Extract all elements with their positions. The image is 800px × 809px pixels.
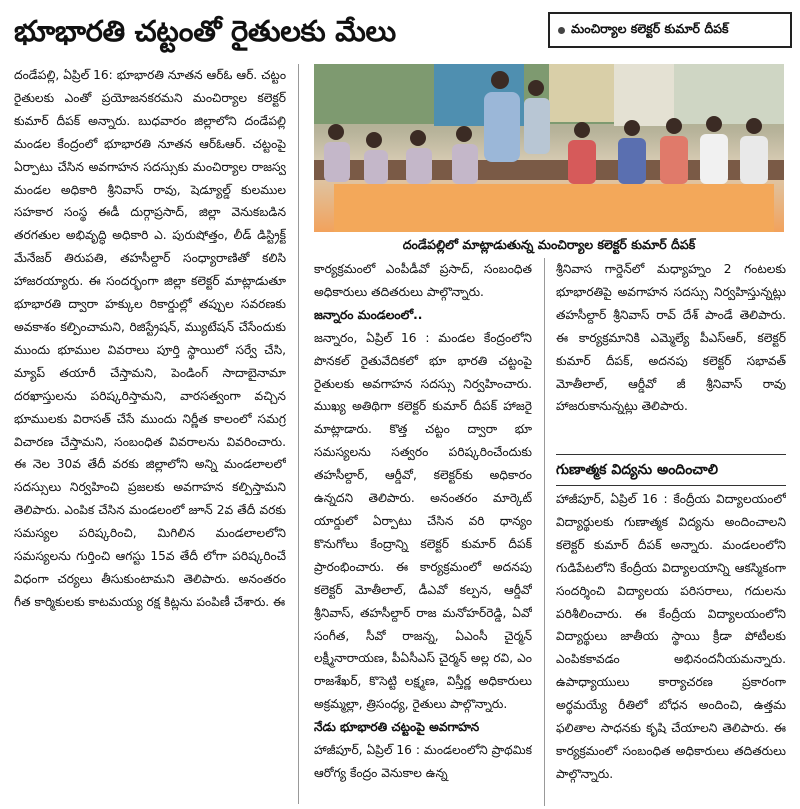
subhead-quality-education: గుణాత్మక విద్యను అందించాలి [556, 454, 786, 486]
headline: భూభారతి చట్టంతో రైతులకు మేలు [14, 14, 396, 48]
subhead-jannaram: జన్నారం మండలంలో.. [314, 307, 423, 322]
article-main-column [14, 64, 286, 804]
news-photo-illustration [314, 64, 784, 232]
byline: మంచిర్యాల కలెక్టర్ కుమార్ దీపక్ [571, 20, 729, 36]
article-right-body2: హాజీపూర్, ఏప్రిల్ 16 : కేంద్రీయ విద్యాలయంలో విద్యార్థులకు గుణాత్మక విద్యను అందించాలని కలెక్టర్ కుమార్ దీపక్ అన్నారు. మండలంలోని గుడిపేటలోని కేంద్రీయ విద్యాలయాన్ని ఆకస్మికంగా సందర్శించి విద్యాలయ పరిసరాలు, గదులను పరిశీలించారు. ఈ కేంద్రీయ విద్యాలయంలోని విద్యార్థులు జాతీయ స్థాయి క్రీడా పోటీలకు ఎంపికకావడం అభినందనీయమన్నారు. ఉపాధ్యాయులు కార్యాచరణ ప్రకారంగా అర్థమయ్యే రీతిలో బోధన అందించి, ఉత్తమ ఫలితాల సాధనకు కృషి చేయాలని తెలిపారు. ఈ కార్యక్రమంలో సంబంధిత అధికారులు తదితరులు పాల్గొన్నారు. [556, 492, 786, 781]
article-right-top [556, 258, 786, 448]
article-middle-column [314, 258, 532, 806]
news-photo [314, 64, 784, 232]
article-right-body1: శ్రీనివాస గార్డెన్‌లో మధ్యాహ్నం 2 గంటలకు భూభారతిపై అవగాహన సదస్సు నిర్వహిస్తున్నట్లు తహసీల్దార్ శ్రీనివాస్ రావ్ దేశ్ పాండే తెలిపారు. ఈ కార్యక్రమానికి ఎమ్మెల్యే పీఎస్ఆర్, కలెక్టర్ కుమార్ దీపక్, అదనపు కలెక్టర్ సభావత్ మోతీలాల్, ఆర్డీవో జీ శ్రీనివాస్ రావు హాజరుకానున్నట్లు తెలిపారు. [556, 262, 786, 414]
article-jannaram-body: జన్నారం, ఏప్రిల్ 16 : మండల కేంద్రంలోని పొనకల్ రైతువేదికలో భూ భారతి చట్టంపై రైతులకు అవగాహన సదస్సు నిర్వహించారు. ముఖ్య అతిథిగా కలెక్టర్ కుమార్ దీపక్ హాజరై మాట్లాడారు. కొత్త చట్టం ద్వారా భూ సమస్యలను సత్వరం పరిష్కరించేందుకు తహసీల్దార్, ఆర్డీవో, కలెక్టర్‌కు అధికారం ఉన్నదని తెలిపారు. అనంతరం మార్కెట్ యార్డులో ఏర్పాటు చేసిన వరి ధాన్యం కొనుగోలు కేంద్రాన్ని కలెక్టర్ కుమార్ దీపక్ ప్రారంభించారు. ఈ కార్యక్రమంలో అదనపు కలెక్టర్ మోతీలాల్, డీఎవో కల్పన, ఆర్డీవో శ్రీనివాస్, తహసీల్దార్ రాజ మనోహర్‌రెడ్డి, ఏవో సంగీత, సీవో రాజన్న, ఏఎంసీ చైర్మన్ లక్ష్మీనారాయణ, పీఏసీఎస్ చైర్మన్ అల్ల రవి, ఎం రాజశేఖర్, కొసెట్టి లక్ష్మణ, విస్తీర్ణ అధికారులు అక్రమ్మల్లా, త్రిసంధ్య, రైతులు పాల్గొన్నారు. [314, 330, 532, 712]
article-hajipur-body: హాజీపూర్, ఏప్రిల్ 16 : మండలంలోని ప్రాథమిక ఆరోగ్య కేంద్రం వెనుకాల ఉన్న [314, 743, 532, 780]
byline-box [548, 12, 792, 48]
article-main-body: దండేపల్లి, ఏప్రిల్ 16: భూభారతి నూతన ఆర్ఓ ఆర్. చట్టం రైతులకు ఎంతో ప్రయోజనకరమని మంచిర్యాల కలెక్టర్ కుమార్ దీపక్ అన్నారు. బుధవారం జిల్లాలోని దండేపల్లి మండల కేంద్రంలో భూభారతి నూతన ఆర్ఓఆర్. చట్టంపై ఏర్పాటు చేసిన అవగాహన సదస్సుకు మంచిర్యాల రాజస్వ మండల అధికారి శ్రీనివాస్ రావు, షెడ్యూల్డ్ కులముల సహకార సంస్థ ఈడీ దుర్గాప్రసాద్, జిల్లా వెనుకబడిన తరగతుల అభివృద్ధి అధికారి ఎ. పురుషోత్తం, లీడ్ డిస్ట్రిక్ట్ మేనేజర్ తిరుపతి, తహసీల్దార్ సంధ్యారాణితో కలిసి హాజరయ్యారు. ఈ సందర్భంగా జిల్లా కలెక్టర్ మాట్లాడుతూ భూభారతి ద్వారా హక్కుల రికార్డుల్లో తప్పుల సవరణకు అవకాశం కల్పించామని, రిజిస్ట్రేషన్, మ్యుటేషన్ చేసేందుకు ముందు భూముల వివరాలు పూర్తి స్థాయిలో సర్వే చేసి, మ్యాప్ తయారీ చేస్తామని, పెండింగ్ సాదాబైనామా దరఖాస్తులను పరిష్కరిస్తామని, వారసత్వంగా వచ్చిన భూములకు విరాసత్ చేసే ముందు నిర్ణీత కాలంలో సమగ్ర విచారణ చేస్తామని, సంబంధిత వివరాలను వివరించారు. ఈ నెల 30వ తేదీ వరకు జిల్లాలోని అన్ని మండలాలలో సదస్సులు నిర్వహించి ప్రజలకు అవగాహన కల్పిస్తామని తెలిపారు. ఎంపిక చేసిన మండలంలో జూన్ 2వ తేదీ వరకు సమస్యల పరిష్కరించి, మిగిలిన మండలాలలోని సమస్యలను గుర్తించి ఆగస్టు 15వ తేదీ లోగా పరిష్కరించే విధంగా చర్యలు తీసుకుంటామని తెలిపారు. అనంతరం గీత కార్మికులకు కాటమయ్య రక్ష కిట్లను పంపిణీ చేశారు. ఈ [14, 68, 286, 609]
subhead-awareness: నేడు భూభారతి చట్టంపై అవగాహన [314, 720, 480, 735]
article-right-bottom [556, 488, 786, 806]
column-divider [544, 258, 545, 806]
photo-caption: దండేపల్లిలో మాట్లాడుతున్న మంచిర్యాల కలెక్టర్ కుమార్ దీపక్ [402, 237, 696, 252]
bullet-icon [558, 27, 565, 34]
column-divider [298, 64, 299, 804]
article-middle-intro: కార్యక్రమంలో ఎంపీడీవో ప్రసాద్, సంబంధిత అధికారులు తదితరులు పాల్గొన్నారు. [314, 262, 532, 299]
